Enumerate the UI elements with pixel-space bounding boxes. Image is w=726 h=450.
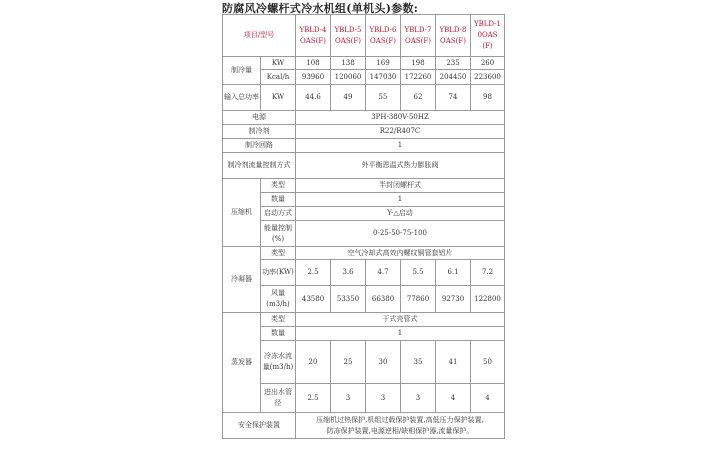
sub-label: 进出水管径 xyxy=(261,384,296,413)
safety-line: 压缩机过热保护,机组过载保护装置,高低压力保护装置, xyxy=(316,415,484,424)
condenser-power-row xyxy=(223,260,505,286)
value-cell: 20 xyxy=(296,341,331,384)
compressor-type-row xyxy=(223,179,505,193)
value-cell: 93960 xyxy=(296,70,331,85)
flow-control-label: 制冷剂流量控制方式 xyxy=(223,153,296,179)
value-cell: 30 xyxy=(366,341,401,384)
condenser-type-row xyxy=(223,247,505,260)
value-cell: 2.5 xyxy=(296,260,331,286)
refrigerant-value: R22/R407C xyxy=(296,125,505,139)
value-cell: 122800 xyxy=(471,286,505,313)
circuits-value: 1 xyxy=(296,139,505,153)
sub-label: 类型 xyxy=(261,313,296,327)
sub-label: 功率(KW) xyxy=(261,260,296,286)
condenser-air-row xyxy=(223,286,505,313)
sub-label: 类型 xyxy=(261,247,296,260)
value-cell: 3 xyxy=(366,384,401,413)
flow-control-value: 外平衡恩温式热力膨胀阀 xyxy=(296,153,505,179)
value-cell: 3 xyxy=(401,384,436,413)
power-label: 输入总功率 xyxy=(223,85,261,111)
compressor-qty-row xyxy=(223,193,505,207)
value-cell: 235 xyxy=(436,57,471,70)
value-cell: 77860 xyxy=(401,286,436,313)
value-cell: 108 xyxy=(296,57,331,70)
compressor-energy-value: 0-25-50-75-100 xyxy=(296,221,505,247)
value-cell: 53350 xyxy=(331,286,366,313)
value-cell: 44.6 xyxy=(296,85,331,111)
evaporator-water-row xyxy=(223,341,505,384)
page-title: 防腐风冷螺杆式冷水机组(单机头)参数: xyxy=(222,2,419,15)
model-cell: YBLD-5 OAS(F) xyxy=(331,15,366,57)
safety-label: 安全保护装置 xyxy=(223,413,296,439)
value-cell: 43580 xyxy=(296,286,331,313)
compressor-label: 压缩机 xyxy=(223,179,261,247)
refrigerant-label: 制冷剂 xyxy=(223,125,296,139)
model-cell: YBLD-8 OAS(F) xyxy=(436,15,471,57)
sub-label: 类型 xyxy=(261,179,296,193)
value-cell: 147030 xyxy=(366,70,401,85)
value-cell: 4.7 xyxy=(366,260,401,286)
cooling-kw-row xyxy=(223,57,505,70)
circuits-label: 制冷回路 xyxy=(223,139,296,153)
value-cell: 74 xyxy=(436,85,471,111)
value-cell: 92730 xyxy=(436,286,471,313)
supply-label: 电源 xyxy=(223,111,296,125)
supply-row xyxy=(223,111,505,125)
cooling-label: 制冷量 xyxy=(223,57,261,85)
value-cell: 41 xyxy=(436,341,471,384)
value-cell: 66380 xyxy=(366,286,401,313)
evaporator-qty-value: 1 xyxy=(296,327,505,341)
value-cell: 198 xyxy=(401,57,436,70)
value-cell: 204450 xyxy=(436,70,471,85)
compressor-qty-value: 1 xyxy=(296,193,505,207)
value-cell: 4 xyxy=(436,384,471,413)
sub-label: 风量(m3/h) xyxy=(261,286,296,313)
sub-label: 能量控制(%) xyxy=(261,221,296,247)
value-cell: 3.6 xyxy=(331,260,366,286)
value-cell: 223600 xyxy=(471,70,505,85)
sub-label: 启动方式 xyxy=(261,207,296,221)
supply-value: 3PH-380V-50HZ xyxy=(296,111,505,125)
safety-row xyxy=(223,413,505,439)
value-cell: 25 xyxy=(331,341,366,384)
value-cell: 55 xyxy=(366,85,401,111)
value-cell: 7.2 xyxy=(471,260,505,286)
sub-label: 数量 xyxy=(261,327,296,341)
value-cell: 5.5 xyxy=(401,260,436,286)
value-cell: 98 xyxy=(471,85,505,111)
compressor-type-value: 半封闭螺杆式 xyxy=(296,179,505,193)
value-cell: 50 xyxy=(471,341,505,384)
unit-cell: KW xyxy=(261,85,296,111)
value-cell: 49 xyxy=(331,85,366,111)
unit-cell: Kcal/h xyxy=(261,70,296,85)
evaporator-label: 蒸发器 xyxy=(223,313,261,413)
spec-table xyxy=(222,14,505,439)
evaporator-type-value: 干式壳管式 xyxy=(296,313,505,327)
header-label: 项目/型号 xyxy=(223,15,296,57)
flow-control-row xyxy=(223,153,505,179)
value-cell: 6.1 xyxy=(436,260,471,286)
safety-value xyxy=(296,413,505,439)
value-cell: 2.5 xyxy=(296,384,331,413)
evaporator-qty-row xyxy=(223,327,505,341)
circuits-row xyxy=(223,139,505,153)
value-cell: 4 xyxy=(471,384,505,413)
compressor-start-row xyxy=(223,207,505,221)
cooling-kcal-row xyxy=(223,70,505,85)
value-cell: 169 xyxy=(366,57,401,70)
value-cell: 260 xyxy=(471,57,505,70)
model-cell: YBLD-7 OAS(F) xyxy=(401,15,436,57)
unit-cell: KW xyxy=(261,57,296,70)
compressor-start-value: Y-△启动 xyxy=(296,207,505,221)
compressor-energy-row xyxy=(223,221,505,247)
safety-line: 防冻保护装置,电源逆相/缺相保护器,流量保护。 xyxy=(326,426,474,435)
value-cell: 35 xyxy=(401,341,436,384)
evaporator-type-row xyxy=(223,313,505,327)
model-cell: YBLD-1 0OAS (F) xyxy=(471,15,505,57)
value-cell: 3 xyxy=(331,384,366,413)
model-cell: YBLD-4 OAS(F) xyxy=(296,15,331,57)
condenser-label: 冷凝器 xyxy=(223,247,261,313)
condenser-type-value: 空气冷却式高效内螺纹铜管套铝片 xyxy=(296,247,505,260)
refrigerant-row xyxy=(223,125,505,139)
evaporator-pipe-row xyxy=(223,384,505,413)
value-cell: 172260 xyxy=(401,70,436,85)
sub-label: 冷冻水流量(m3/h) xyxy=(261,341,296,384)
value-cell: 138 xyxy=(331,57,366,70)
header-row xyxy=(223,15,505,57)
value-cell: 120060 xyxy=(331,70,366,85)
power-row xyxy=(223,85,505,111)
value-cell: 62 xyxy=(401,85,436,111)
sub-label: 数量 xyxy=(261,193,296,207)
model-cell: YBLD-6 OAS(F) xyxy=(366,15,401,57)
